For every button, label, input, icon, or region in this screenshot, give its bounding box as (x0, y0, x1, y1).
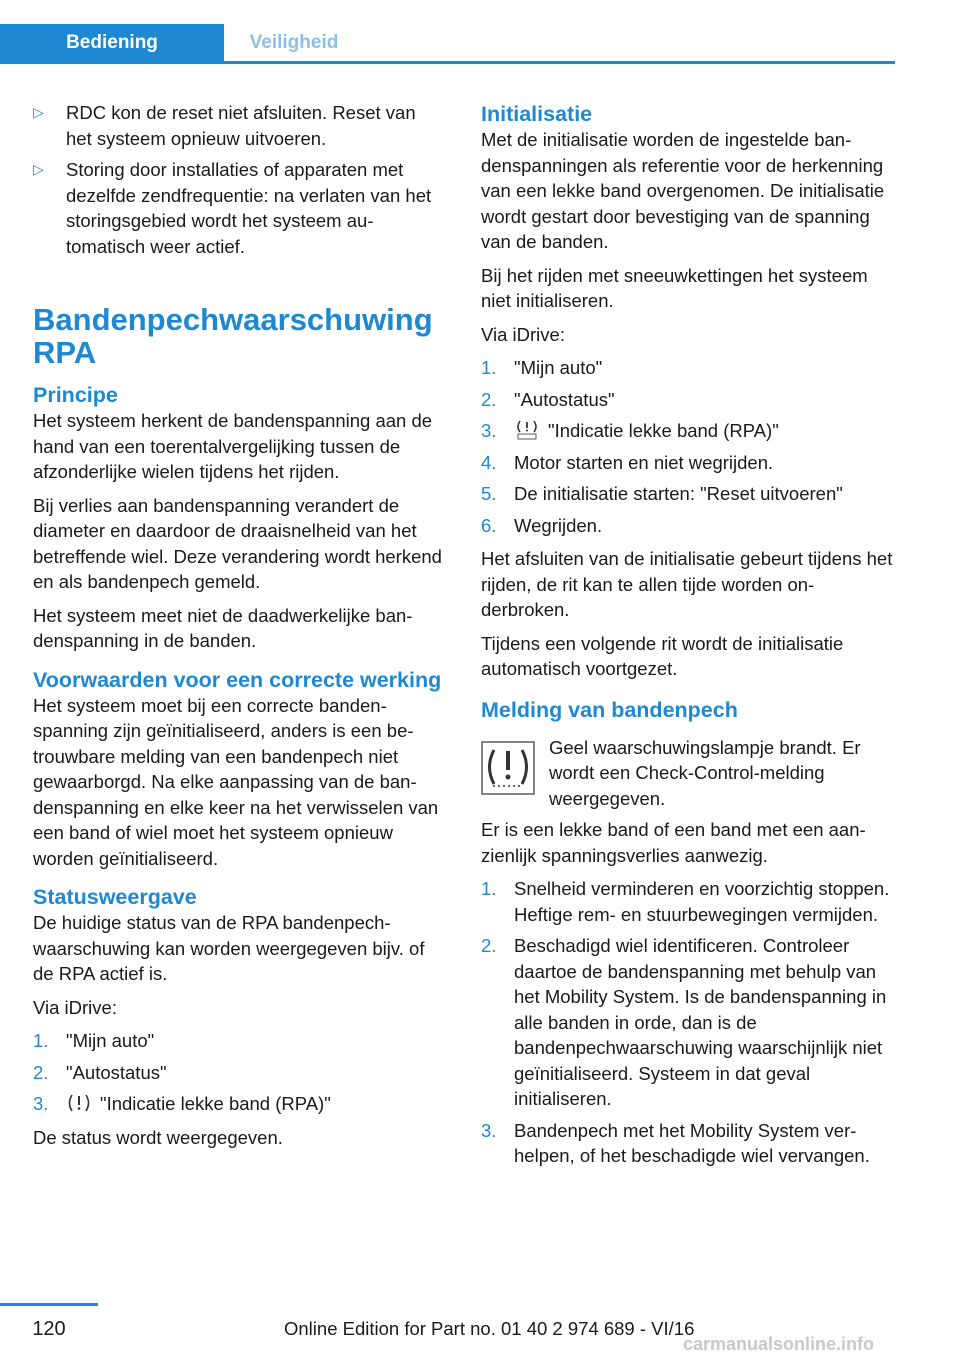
paragraph: De huidige status van de RPA bandenpechwaarschuwing kan worden weergegeven bijv. of de RPA actief is. (33, 912, 425, 984)
heading-voorwaarden: Voorwaarden voor een correcte werking (33, 667, 442, 692)
list-item (33, 1060, 443, 1086)
step-text: Snelheid verminderen en voorzichtig stoppen. Heftige rem- en stuurbewegingen vermijden. (514, 878, 890, 925)
step-text: Motor starten en niet wegrijden. (514, 451, 774, 473)
flat-tire-warning-icon (481, 741, 535, 795)
list-item (481, 355, 895, 381)
watermark: carmanualsonline.info (683, 1334, 875, 1354)
step-number: 3. (481, 420, 497, 441)
status-steps (33, 1028, 443, 1117)
list-item (481, 513, 895, 539)
tire-pressure-reset-icon (514, 420, 540, 440)
step-number: 2. (33, 1061, 49, 1083)
step-text: "Autostatus" (514, 388, 615, 410)
heading-melding: Melding van bandenpech (481, 697, 738, 722)
paragraph: De status wordt weergegeven. (33, 1126, 283, 1148)
init-steps (481, 355, 895, 538)
list-item (481, 387, 895, 413)
step-number: 5. (481, 483, 497, 504)
list-item (481, 418, 895, 444)
heading-statusweergave: Statusweergave (33, 885, 197, 909)
paragraph: Het systeem moet bij een correcte bandenspanning zijn geïnitialiseerd, anders is een betrouwbare melding van een bandenpech niet gewaarborgd. Na elke aanpassing van de bandenspanning en elke keer na het verwisselen van een band of wiel moet het systeem opnieuw worden geïnitialiseerd. (33, 694, 439, 869)
step-number: 3. (481, 1119, 497, 1141)
paragraph: Bij het rijden met sneeuwkettingen het systeem niet initialiseren. (481, 264, 868, 311)
edition-footer: Online Edition for Part no. 01 40 2 974 689 - VI/16 (284, 1318, 695, 1339)
paragraph: Het systeem herkent de bandenspanning aan de hand van een toerentalvergelijking tussen de afzonderlijke wielen tijdens het rijden. (33, 410, 433, 482)
warning-text: Geel waarschuwingslampje brandt. Er wordt een Check-Control-melding weergegeven. (549, 736, 861, 809)
paragraph: Tijdens een volgende rit wordt de initialisatie automatisch voortgezet. (481, 632, 844, 679)
paragraph: Bij verlies aan bandenspanning verandert de diameter en daardoor de draaisnelheid van het betreffende wiel. Deze verandering wordt herkend en als bandenpech gemeld. (33, 494, 442, 592)
step-text: Bandenpech met het Mobility System verhelpen, of het beschadigde wiel vervangen. (514, 1119, 870, 1166)
heading-initialisatie: Initialisatie (481, 102, 593, 126)
page-number: 120 (32, 1318, 66, 1340)
tire-pressure-warning-icon (66, 1093, 92, 1113)
step-text: "Autostatus" (66, 1061, 167, 1083)
step-number: 2. (481, 388, 497, 410)
bullet-text: Storing door installaties of apparaten met dezelfde zendfrequentie: na verlaten van het storingsgebied wordt het systeem automatisch weer actief. (66, 159, 432, 257)
via-idrive-label: Via iDrive: (33, 996, 117, 1018)
list-item (33, 1091, 443, 1117)
step-text: De initialisatie starten: "Reset uitvoeren" (514, 483, 843, 504)
right-column (481, 100, 895, 1177)
header-bar (0, 0, 960, 64)
step-number: 1. (33, 1030, 49, 1051)
triangle-bullet-icon: ▷ (33, 104, 44, 120)
section-title: Bandenpechwaarschuwing RPA (33, 302, 433, 370)
list-item (33, 1028, 443, 1054)
paragraph: Het afsluiten van de initialisatie gebeurt tijdens het rijden, de rit kan te allen tijde worden onderbroken. (481, 548, 893, 620)
heading-principe: Principe (33, 383, 118, 407)
paragraph: Met de initialisatie worden de ingestelde bandenspanningen als referentie voor de herkenning van een lekke band overgenomen. De initialisatie wordt gestart door bevestiging van de spanning van de banden. (481, 129, 885, 252)
step-number: 4. (481, 451, 497, 473)
bullet-list (33, 100, 443, 259)
list-item (481, 1118, 895, 1169)
step-text: Beschadigd wiel identificeren. Controleer daartoe de bandenspanning met behulp van het Mobility System. Is de bandenspanning in alle banden in orde, dan is de bandenpechwaarschuwing waarschijnlijk niet geïnitialiseerd. Systeem in dat geval initialiseren. (514, 935, 887, 1109)
step-number: 6. (481, 514, 497, 536)
step-text: "Indicatie lekke band (RPA)" (100, 1093, 331, 1114)
list-item (481, 933, 895, 1112)
step-number: 3. (33, 1093, 49, 1114)
list-item (481, 450, 895, 476)
step-text: "Mijn auto" (66, 1030, 155, 1051)
list-item (33, 100, 443, 151)
tab-veiligheid[interactable]: Veiligheid (249, 32, 339, 53)
header-rule (0, 61, 895, 64)
step-text: Wegrijden. (514, 514, 603, 536)
left-column (33, 100, 443, 1158)
triangle-bullet-icon: ▷ (33, 161, 44, 177)
step-number: 1. (481, 878, 497, 899)
paragraph: Het systeem meet niet de daadwerkelijke bandenspanning in de banden. (33, 604, 413, 651)
melding-steps (481, 876, 895, 1169)
step-text: "Indicatie lekke band (RPA)" (548, 420, 779, 441)
step-text: "Mijn auto" (514, 357, 603, 378)
warning-block (481, 735, 895, 812)
page-number-rule (0, 1303, 98, 1306)
step-number: 1. (481, 357, 497, 378)
via-idrive-label: Via iDrive: (481, 323, 565, 345)
list-item (481, 876, 895, 927)
list-item (33, 157, 443, 259)
bullet-text: RDC kon de reset niet afsluiten. Reset van het systeem opnieuw uitvoeren. (66, 102, 416, 149)
list-item (481, 481, 895, 507)
paragraph: Er is een lekke band of een band met een aanzienlijk spanningsverlies aanwezig. (481, 819, 866, 866)
step-number: 2. (481, 935, 497, 956)
tab-bediening[interactable]: Bediening (0, 24, 224, 62)
